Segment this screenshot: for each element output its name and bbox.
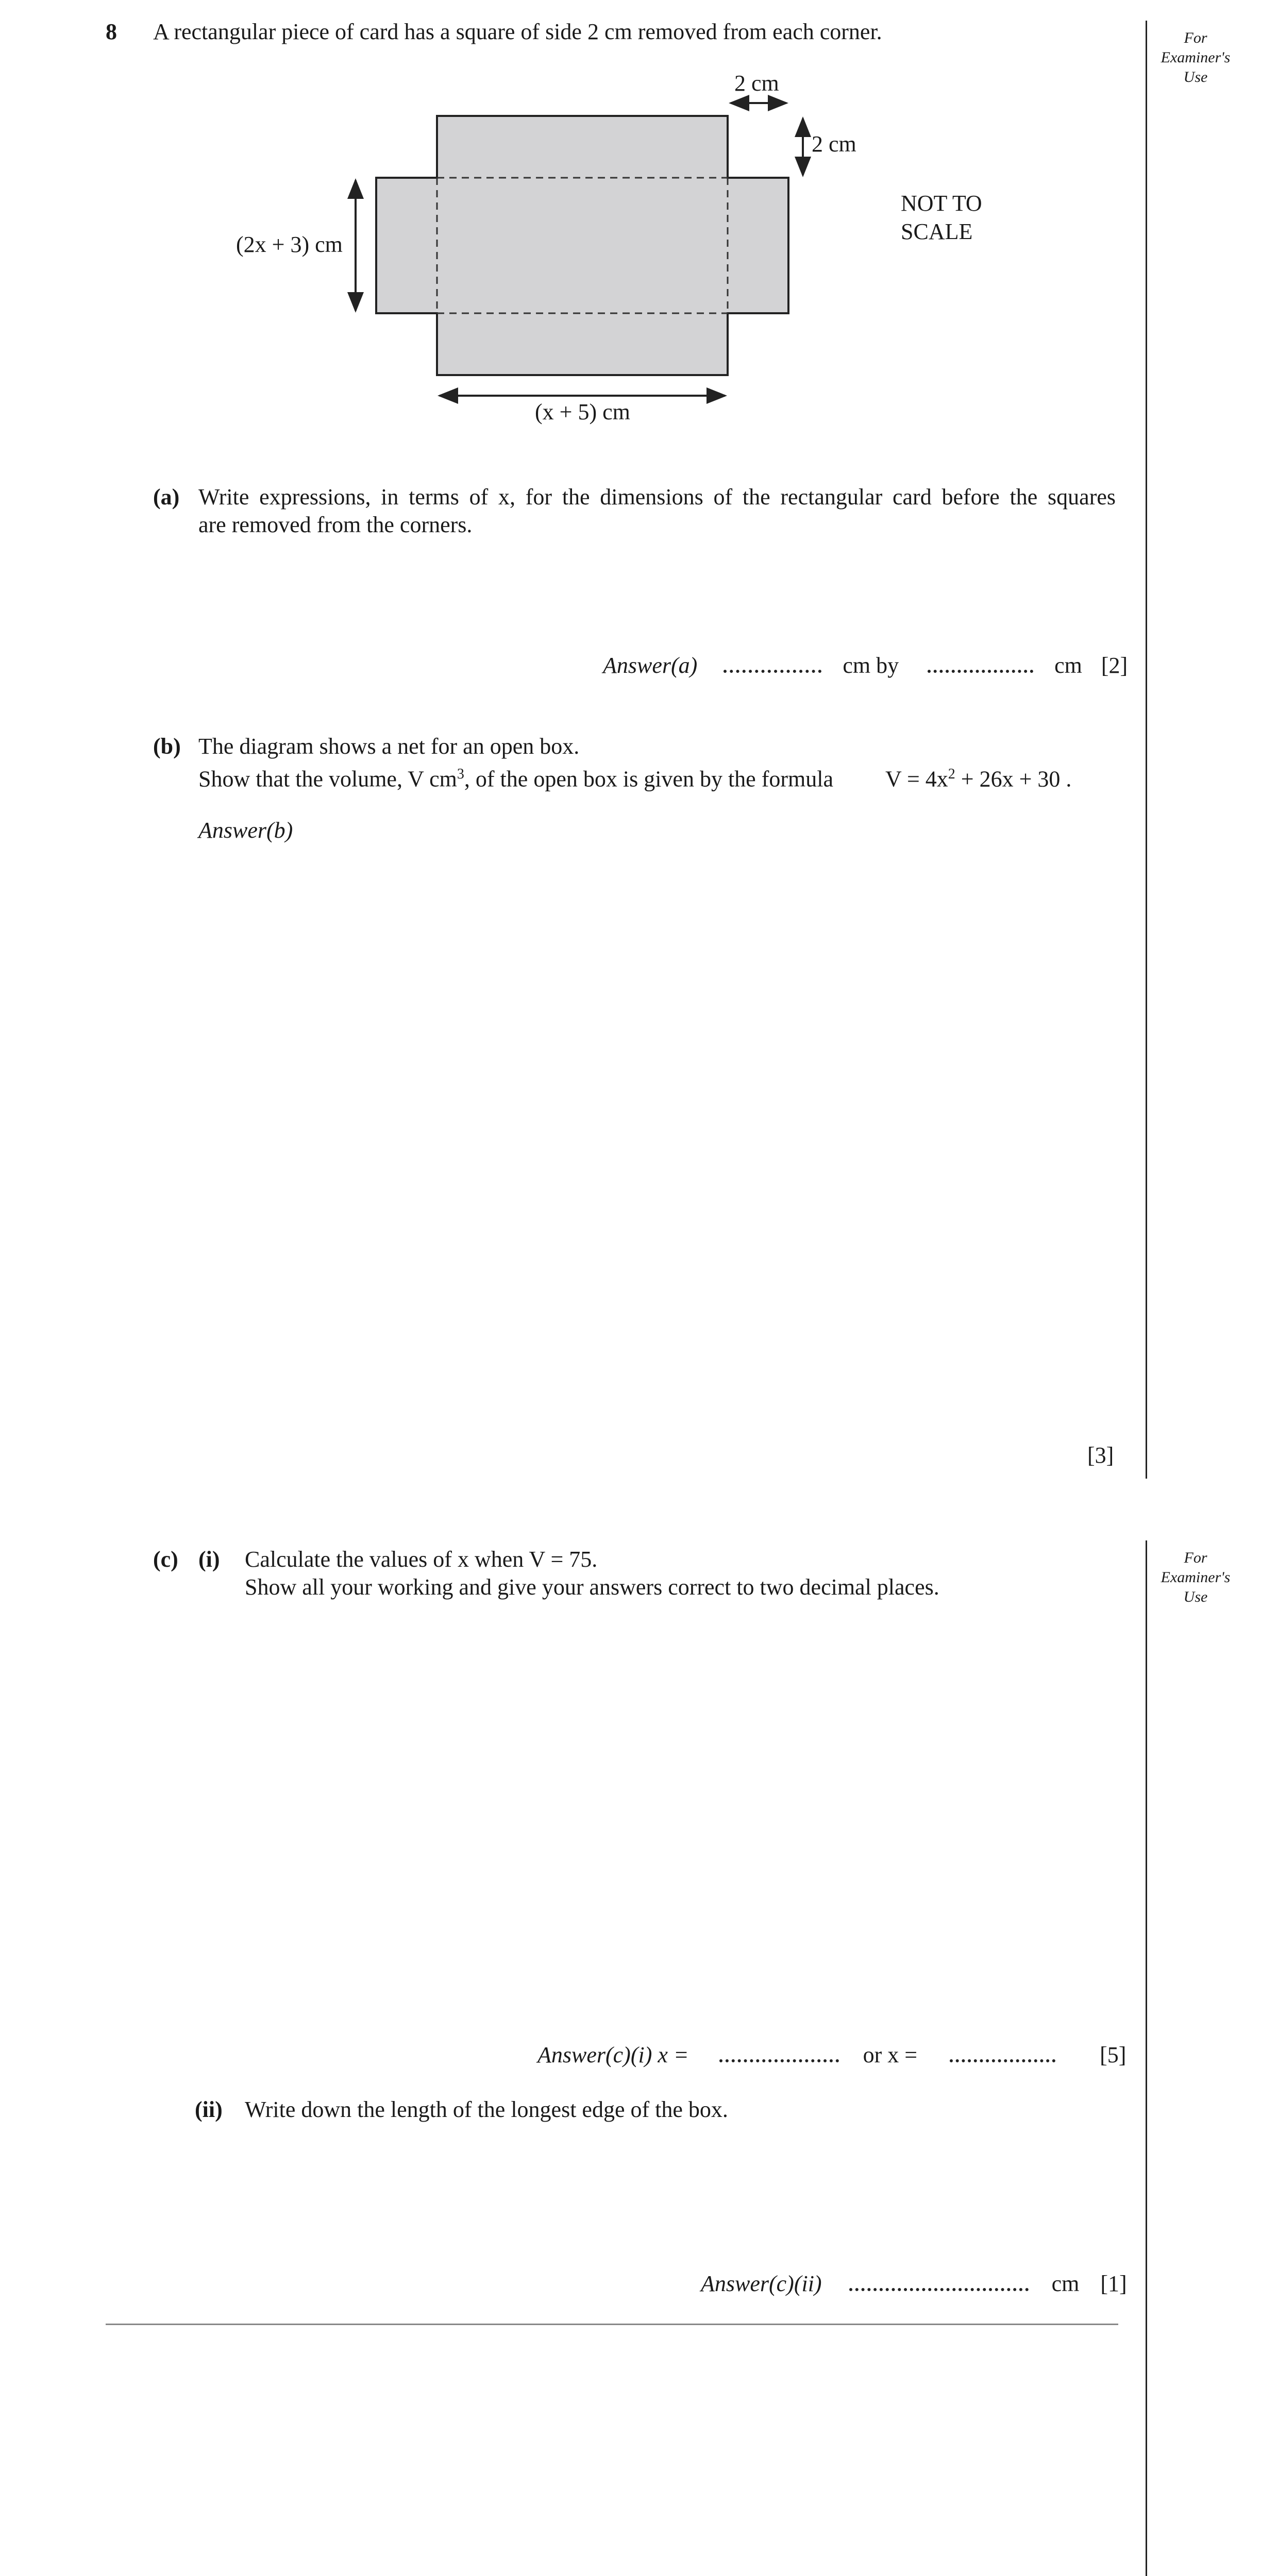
label-left-dimension: (2x + 3) cm bbox=[236, 232, 343, 257]
examiner-use-line-1: For bbox=[1184, 1549, 1207, 1566]
part-a-answer-blank-1[interactable] bbox=[724, 666, 821, 673]
examiner-use-box-bottom bbox=[1154, 1548, 1237, 1607]
part-a-marks: [2] bbox=[1101, 653, 1128, 678]
part-c-i-marks: [5] bbox=[1100, 2042, 1126, 2067]
part-b-text-1: The diagram shows a net for an open box. bbox=[198, 734, 580, 759]
examiner-use-line-3: Use bbox=[1183, 1588, 1208, 1605]
examiner-use-line-2: Examiner's bbox=[1161, 49, 1231, 66]
part-c-ii-label: (ii) bbox=[195, 2097, 223, 2122]
part-a-unit-end: cm bbox=[1054, 653, 1082, 678]
part-b-formula bbox=[885, 760, 1071, 793]
part-c-ii-marks: [1] bbox=[1100, 2271, 1127, 2296]
part-a-answer-blank-2[interactable] bbox=[928, 666, 1033, 673]
part-a-unit-by: cm by bbox=[843, 653, 899, 678]
part-c-ii-text: Write down the length of the longest edge of the box. bbox=[245, 2097, 728, 2122]
examiner-use-line-1: For bbox=[1184, 29, 1207, 46]
examiner-use-box-top bbox=[1154, 28, 1237, 87]
part-b-text-2-post: , of the open box is given by the formula bbox=[464, 766, 833, 792]
part-b-text-2-sup: 3 bbox=[457, 766, 464, 782]
part-c-label: (c) bbox=[153, 1547, 178, 1572]
part-c-i-answer-blank-1[interactable] bbox=[719, 2055, 839, 2062]
part-a-text-2: are removed from the corners. bbox=[198, 512, 473, 537]
part-c-i-label: (i) bbox=[198, 1547, 220, 1572]
label-bottom-dimension: (x + 5) cm bbox=[535, 399, 630, 425]
part-b-label: (b) bbox=[153, 734, 181, 759]
part-c-ii-unit: cm bbox=[1051, 2271, 1080, 2296]
part-c-i-answer-blank-2[interactable] bbox=[950, 2055, 1055, 2062]
not-to-scale-line-1: NOT TO bbox=[901, 191, 982, 216]
part-b-formula-pre: V = 4x bbox=[885, 766, 948, 792]
part-c-i-or: or x = bbox=[863, 2042, 918, 2067]
examiner-margin-line-bottom bbox=[1146, 1540, 1147, 2576]
part-a-label: (a) bbox=[153, 484, 180, 510]
examiner-margin-line-top bbox=[1146, 21, 1147, 1479]
part-b-formula-post: + 26x + 30 . bbox=[955, 766, 1072, 792]
part-c-ii-answer-row bbox=[701, 2270, 1127, 2298]
label-top-2cm: 2 cm bbox=[734, 71, 779, 96]
part-b-marks: [3] bbox=[1087, 1443, 1114, 1468]
section-divider bbox=[106, 2324, 1118, 2325]
part-b-formula-sup: 2 bbox=[948, 766, 955, 782]
part-b-text-2 bbox=[198, 760, 833, 793]
part-a-text-1: Write expressions, in terms of x, for the dimensions of the rectangular card before the squares bbox=[198, 484, 1116, 510]
examiner-use-line-3: Use bbox=[1183, 69, 1208, 86]
part-b-answer-space[interactable] bbox=[198, 850, 1116, 1432]
question-intro: A rectangular piece of card has a square of side 2 cm removed from each corner. bbox=[153, 19, 882, 44]
part-c-ii-answer-label: Answer(c)(ii) bbox=[701, 2271, 822, 2296]
not-to-scale-line-2: SCALE bbox=[901, 219, 973, 244]
part-c-i-answer-row bbox=[537, 2041, 1126, 2069]
part-c-i-text-2: Show all your working and give your answers correct to two decimal places. bbox=[245, 1574, 939, 1600]
part-a-answer-label: Answer(a) bbox=[603, 653, 698, 678]
question-number: 8 bbox=[106, 19, 117, 44]
label-side-2cm: 2 cm bbox=[812, 131, 856, 157]
part-c-ii-answer-blank[interactable] bbox=[849, 2284, 1029, 2291]
card-net-shape bbox=[376, 116, 788, 375]
part-a-answer-row bbox=[603, 652, 1128, 680]
part-b-answer-label: Answer(b) bbox=[198, 818, 293, 843]
part-c-i-working-space[interactable] bbox=[245, 1613, 1116, 2025]
part-c-i-answer-label: Answer(c)(i) x = bbox=[537, 2042, 689, 2067]
examiner-use-line-2: Examiner's bbox=[1161, 1569, 1231, 1586]
part-b-text-2-pre: Show that the volume, V cm bbox=[198, 766, 457, 792]
part-c-i-text-1: Calculate the values of x when V = 75. bbox=[245, 1547, 598, 1572]
